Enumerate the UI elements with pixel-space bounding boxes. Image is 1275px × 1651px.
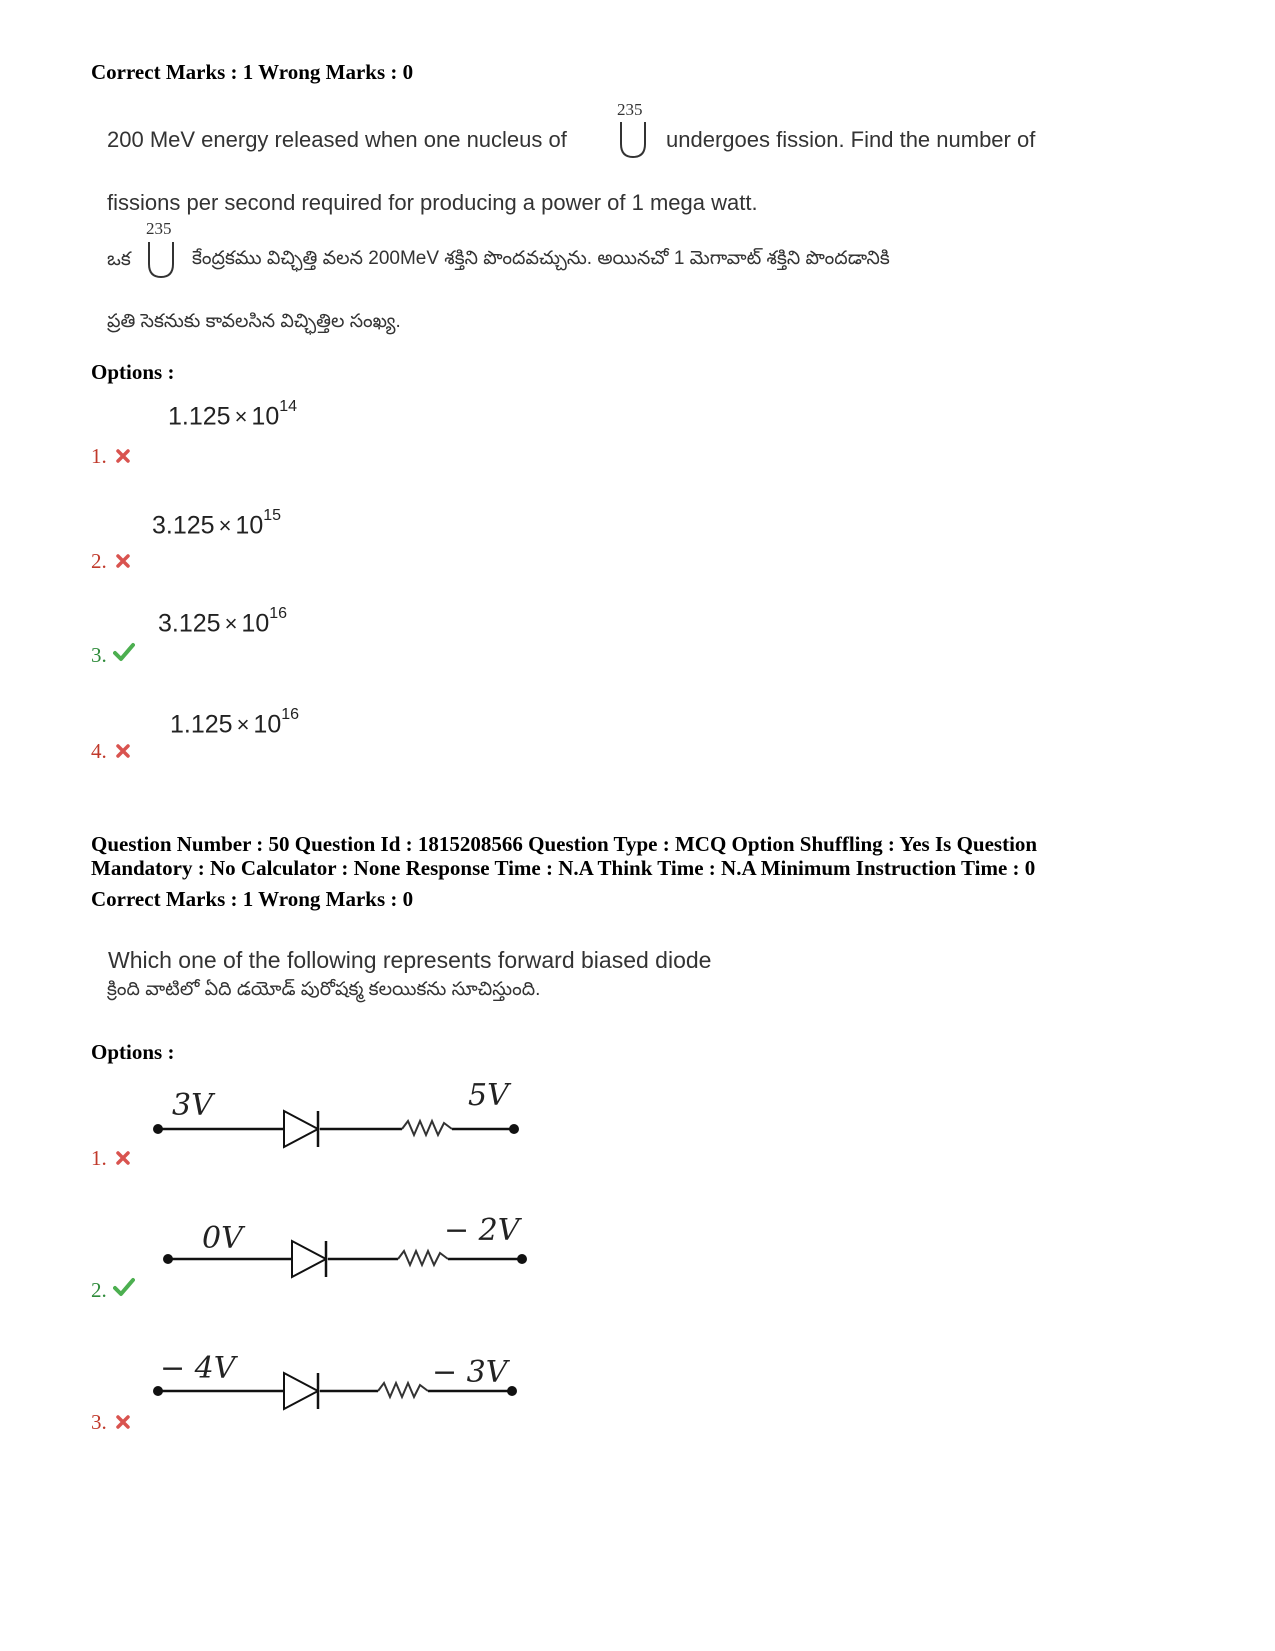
times-sign: × <box>236 712 250 738</box>
q49-stem-te-b: ప్రతి సెకనుకు కావలసిన విచ్ఛిత్తిల సంఖ్య. <box>107 311 401 332</box>
times-sign: × <box>234 404 248 430</box>
diode-icon <box>284 1373 320 1409</box>
option-base: 10 <box>251 402 280 431</box>
q50-header-line-1: Question Number : 50 Question Id : 1815208566 Question Type : MCQ Option Shuffling : Yes Is Question <box>91 832 1038 856</box>
cross-icon <box>115 553 131 574</box>
right-voltage: − 3V <box>432 1355 508 1390</box>
isotope-mass-number: 235 <box>617 100 643 119</box>
union-symbol-icon <box>146 240 176 285</box>
right-voltage: 5V <box>468 1078 509 1113</box>
q50-header-line-2: Mandatory : No Calculator : None Response Time : N.A Think Time : N.A Minimum Instruction Time : 0 <box>91 856 1036 880</box>
q49-option-1-value <box>168 398 298 431</box>
terminal-dot <box>153 1124 163 1134</box>
q49-stem-te-prefix: ఒక <box>107 249 131 270</box>
q49-option-4-number: 4. <box>91 739 107 763</box>
q49-stem-en-b: undergoes fission. Find the number of <box>666 127 1036 152</box>
resistor-icon <box>378 1381 428 1401</box>
q50-stem-en: Which one of the following represents forward biased diode <box>108 947 712 973</box>
q49-options-label: Options : <box>91 360 175 384</box>
q49-stem-en-a: 200 MeV energy released when one nucleus of <box>107 127 567 152</box>
cross-icon <box>115 448 131 469</box>
q49-option-1-number: 1. <box>91 444 107 468</box>
terminal-dot <box>163 1254 173 1264</box>
q50-options-label: Options : <box>91 1040 175 1064</box>
terminal-dot <box>509 1124 519 1134</box>
left-voltage: 3V <box>172 1088 213 1123</box>
q50-option-1-number: 1. <box>91 1146 107 1170</box>
q50-marks-line: Correct Marks : 1 Wrong Marks : 0 <box>91 887 414 911</box>
times-sign: × <box>218 513 232 539</box>
left-voltage: − 4V <box>160 1351 236 1386</box>
option-exponent: 14 <box>279 398 298 415</box>
q49-stem-te-a: కేంద్రకము విచ్ఛిత్తి వలన 200MeV శక్తిని పొందవచ్చును. అయినచో 1 మెగావాట్ శక్తిని పొందడానికి <box>192 248 890 269</box>
option-exponent: 16 <box>269 605 288 622</box>
q50-option-2-circuit <box>160 1206 540 1291</box>
option-base: 10 <box>235 511 264 540</box>
option-mantissa: 1.125 <box>170 710 233 739</box>
option-mantissa: 3.125 <box>152 511 215 540</box>
q49-option-4-value <box>170 706 300 739</box>
q50-option-2-number: 2. <box>91 1278 107 1302</box>
terminal-dot <box>153 1386 163 1396</box>
terminal-dot <box>507 1386 517 1396</box>
q49-option-3-value <box>158 605 288 638</box>
q49-marks-line: Correct Marks : 1 Wrong Marks : 0 <box>91 60 414 84</box>
q49-stem-en-c: fissions per second required for producing a power of 1 mega watt. <box>107 190 758 215</box>
q50-option-3-number: 3. <box>91 1410 107 1434</box>
check-icon <box>113 642 135 667</box>
cross-icon <box>115 743 131 764</box>
diode-icon <box>292 1241 328 1277</box>
check-icon <box>113 1277 135 1302</box>
option-mantissa: 3.125 <box>158 609 221 638</box>
q49-option-2-number: 2. <box>91 549 107 573</box>
times-sign: × <box>224 611 238 637</box>
option-mantissa: 1.125 <box>168 402 231 431</box>
option-exponent: 16 <box>281 706 300 723</box>
diode-icon <box>284 1111 320 1147</box>
q49-option-2-value <box>152 507 282 540</box>
resistor-icon <box>398 1249 448 1269</box>
q50-option-3-circuit <box>150 1338 530 1423</box>
cross-icon <box>115 1150 131 1171</box>
union-symbol-icon <box>618 120 648 165</box>
option-base: 10 <box>241 609 270 638</box>
q50-option-1-circuit <box>150 1075 530 1160</box>
left-voltage: 0V <box>202 1221 243 1256</box>
terminal-dot <box>517 1254 527 1264</box>
resistor-icon <box>402 1119 452 1139</box>
right-voltage: − 2V <box>444 1213 520 1248</box>
cross-icon <box>115 1414 131 1435</box>
q49-option-3-number: 3. <box>91 643 107 667</box>
option-exponent: 15 <box>263 507 282 524</box>
isotope-mass-number-te: 235 <box>146 219 172 238</box>
q50-stem-te: క్రింది వాటిలో ఏది డయోడ్ పురోషక్మ కలయికను సూచిస్తుంది. <box>107 979 541 1000</box>
option-base: 10 <box>253 710 282 739</box>
